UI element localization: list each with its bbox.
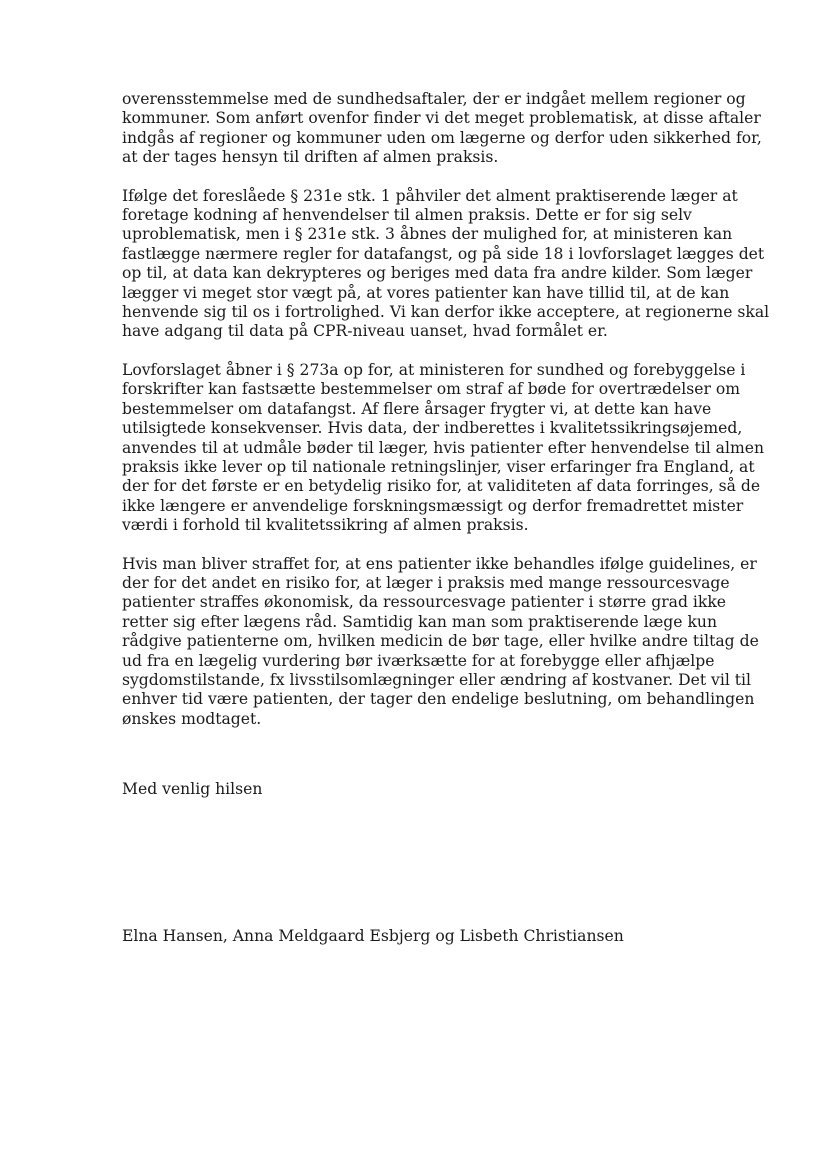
text-line: ønskes modtaget. <box>122 709 262 728</box>
text-line: Lovforslaget åbner i § 273a op for, at ministeren for sundhed og forebyggelse i <box>122 360 746 379</box>
text-line: lægger vi meget stor vægt på, at vores patienter kan have tillid til, at de kan <box>122 283 730 302</box>
text-line: Ifølge det foreslåede § 231e stk. 1 påhviler det alment praktiserende læger at <box>122 186 738 205</box>
text-line: enhver tid være patienten, der tager den endelige beslutning, om behandlingen <box>122 690 755 709</box>
paragraph-2 <box>122 186 770 342</box>
text-line: rådgive patienterne om, hvilken medicin de bør tage, eller hvilke andre tiltag de <box>122 632 759 651</box>
text-line: uproblematisk, men i § 231e stk. 3 åbnes der mulighed for, at ministeren kan <box>122 225 733 244</box>
closing-salutation: Med venlig hilsen <box>122 780 263 798</box>
text-line: henvende sig til os i fortrolighed. Vi kan derfor ikke acceptere, at regionerne skal <box>122 303 770 322</box>
text-line: der for det første er en betydelig risiko for, at validiteten af data forringes, så de <box>122 477 761 496</box>
text-line: ikke længere er anvendelige forskningsmæssigt og derfor fremadrettet mister <box>122 496 744 515</box>
text-line: forskrifter kan fastsætte bestemmelser om straf af bøde for overtrædelser om <box>122 380 741 399</box>
paragraph-1 <box>122 90 762 168</box>
text-line: der for det andet en risiko for, at læger i praksis med mange ressourcesvage <box>122 573 730 592</box>
signature-names: Elna Hansen, Anna Meldgaard Esbjerg og Lisbeth Christiansen <box>122 927 624 945</box>
paragraph-4 <box>122 554 759 730</box>
text-line: utilsigtede konsekvenser. Hvis data, der indberettes i kvalitetssikringsøjemed, <box>122 419 743 438</box>
text-line: kommuner. Som anført ovenfor finder vi det meget problematisk, at disse aftaler <box>122 109 761 128</box>
text-line: bestemmelser om datafangst. Af flere årsager frygter vi, at dette kan have <box>122 399 712 418</box>
text-line: praksis ikke lever op til nationale retningslinjer, viser erfaringer fra England, at <box>122 457 755 476</box>
text-line: overensstemmelse med de sundhedsaftaler, der er indgået mellem regioner og <box>122 90 746 108</box>
text-line: ud fra en lægelig vurdering bør iværksætte for at forebygge eller afhjælpe <box>122 651 715 670</box>
text-line: op til, at data kan dekrypteres og beriges med data fra andre kilder. Som læger <box>122 264 753 283</box>
text-line: Hvis man bliver straffet for, at ens patienter ikke behandles ifølge guidelines, er <box>122 554 757 573</box>
text-line: indgås af regioner og kommuner uden om lægerne og derfor uden sikkerhed for, <box>122 128 762 147</box>
text-line: fastlægge nærmere regler for datafangst, og på side 18 i lovforslaget lægges det <box>122 244 765 263</box>
text-line: anvendes til at udmåle bøder til læger, hvis patienter efter henvendelse til almen <box>122 438 765 457</box>
text-line: foretage kodning af henvendelser til almen praksis. Dette er for sig selv <box>122 206 692 225</box>
letter-body <box>122 90 770 748</box>
text-line: at der tages hensyn til driften af almen praksis. <box>122 148 499 167</box>
paragraph-3 <box>122 360 765 536</box>
text-line: sygdomstilstande, fx livsstilsomlægninger eller ændring af kostvaner. Det vil til <box>122 670 752 689</box>
text-line: have adgang til data på CPR-niveau uanset, hvad formålet er. <box>122 322 608 341</box>
text-line: retter sig efter lægens råd. Samtidig kan man som praktiserende læge kun <box>122 612 717 631</box>
text-line: værdi i forhold til kvalitetssikring af almen praksis. <box>122 516 529 535</box>
text-line: patienter straffes økonomisk, da ressourcesvage patienter i større grad ikke <box>122 593 727 612</box>
